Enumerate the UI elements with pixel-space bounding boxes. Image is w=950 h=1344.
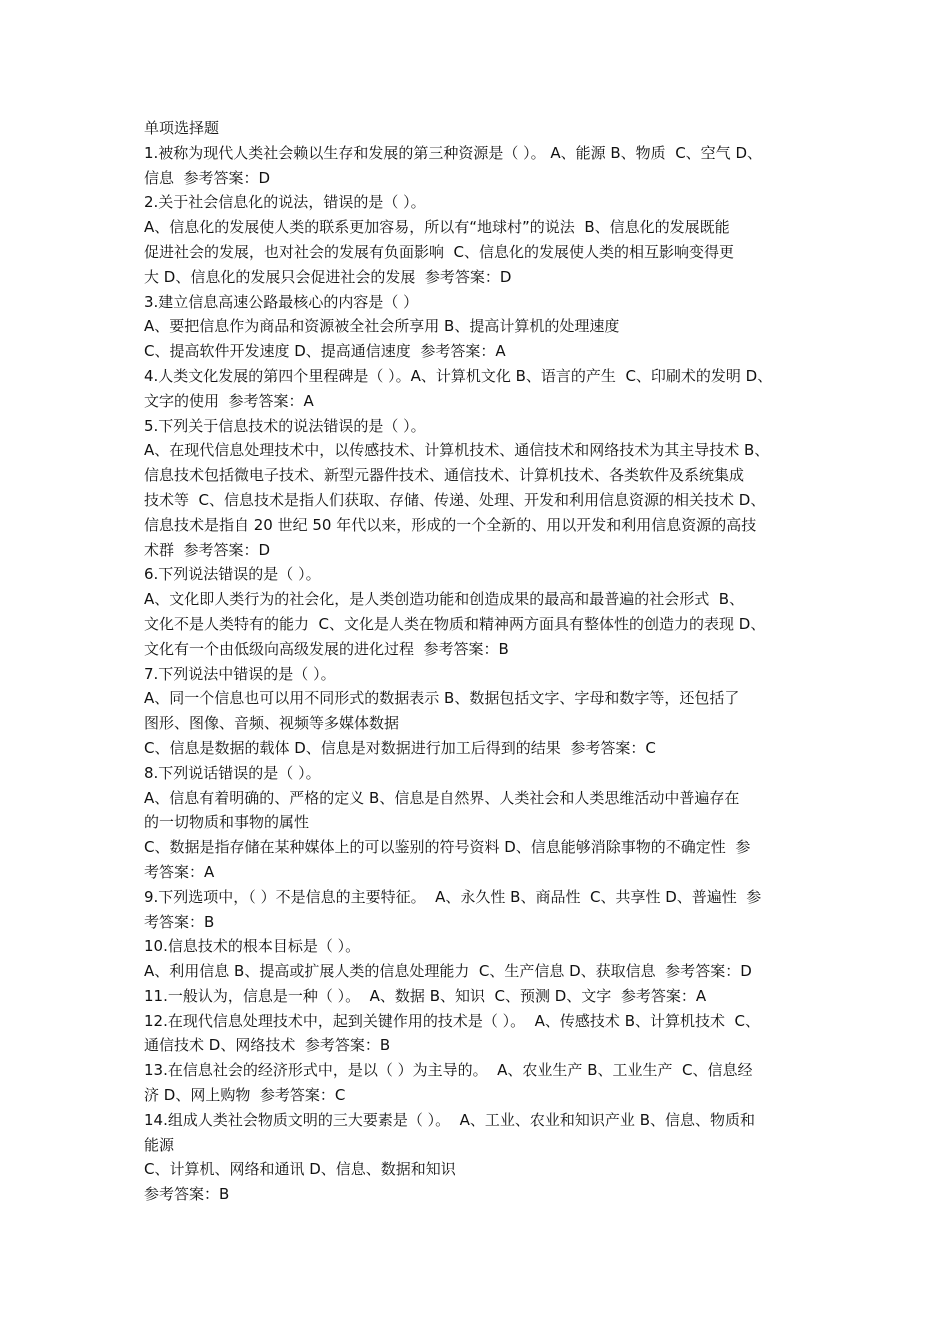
text-line: A、文化即人类行为的社会化，是人类创造功能和创造成果的最高和最普遍的社会形式 B、 xyxy=(144,590,745,609)
text-line: 1.被称为现代人类社会赖以生存和发展的第三种资源是（ ）。 A、能源 B、物质 C、空气 D、 xyxy=(144,143,762,162)
text-line: 4.人类文化发展的第四个里程碑是（ ）。A、计算机文化 B、语言的产生 C、印刷术的发明 D、 xyxy=(144,366,773,385)
section-heading: 单项选择题 xyxy=(144,119,220,137)
text-line: C、数据是指存储在某种媒体上的可以鉴别的符号资料 D、信息能够消除事物的不确定性 参 xyxy=(144,838,751,857)
text-line: 信息技术是指自 20 世纪 50 年代以来，形成的一个全新的、用以开发和利用信息资源的高技 xyxy=(144,515,757,534)
text-line: 信息 参考答案：D xyxy=(144,168,271,187)
text-line: 考答案：B xyxy=(144,912,215,931)
text-line: 文字的使用 参考答案：A xyxy=(144,391,314,410)
text-line: 能源 xyxy=(144,1135,175,1154)
text-line: 7.下列说法中错误的是（ ）。 xyxy=(144,664,336,683)
text-line: 10.信息技术的根本目标是（ ）。 xyxy=(144,937,361,956)
text-line: 的一切物质和事物的属性 xyxy=(144,813,310,832)
text-line: 8.下列说话错误的是（ ）。 xyxy=(144,763,321,782)
text-line: 技术等 C、信息技术是指人们获取、存储、传递、处理、开发和利用信息资源的相关技术 D、 xyxy=(144,490,766,509)
text-line: 济 D、网上购物 参考答案：C xyxy=(144,1086,346,1105)
text-line: 图形、图像、音频、视频等多媒体数据 xyxy=(144,714,400,733)
text-line: C、计算机、网络和通讯 D、信息、数据和知识 xyxy=(144,1160,456,1179)
text-line: 参考答案：B xyxy=(144,1185,230,1204)
text-line: 13.在信息社会的经济形式中，是以（ ）为主导的。 A、农业生产 B、工业生产 C、信息经 xyxy=(144,1061,753,1080)
text-line: 2.关于社会信息化的说法，错误的是（ ）。 xyxy=(144,193,426,212)
text-line: 考答案：A xyxy=(144,862,215,881)
text-line: 文化不是人类特有的能力 C、文化是人类在物质和精神两方面具有整体性的创造力的表现 D、 xyxy=(144,614,766,633)
text-line: 12.在现代信息处理技术中，起到关键作用的技术是（ ）。 A、传感技术 B、计算机技术 C、 xyxy=(144,1011,760,1030)
text-line: 5.下列关于信息技术的说法错误的是（ ）。 xyxy=(144,416,426,435)
text-line: 通信技术 D、网络技术 参考答案：B xyxy=(144,1036,391,1055)
text-line: 信息技术包括微电子技术、新型元器件技术、通信技术、计算机技术、各类软件及系统集成 xyxy=(144,466,745,485)
text-line: 11.一般认为，信息是一种（ ）。 A、数据 B、知识 C、预测 D、文字 参考答案：A xyxy=(144,986,707,1005)
text-line: 3.建立信息高速公路最核心的内容是（ ） xyxy=(144,292,419,311)
text-line: A、同一个信息也可以用不同形式的数据表示 B、数据包括文字、字母和数字等，还包括了 xyxy=(144,689,740,708)
text-line: 14.组成人类社会物质文明的三大要素是（ ）。 A、工业、农业和知识产业 B、信息、物质和 xyxy=(144,1110,755,1129)
text-line: 9.下列选项中，（ ）不是信息的主要特征。 A、永久性 B、商品性 C、共享性 D、普遍性 参 xyxy=(144,887,762,906)
text-line: C、提高软件开发速度 D、提高通信速度 参考答案：A xyxy=(144,342,506,361)
text-line: A、信息化的发展使人类的联系更加容易，所以有“地球村”的说法 B、信息化的发展既能 xyxy=(144,218,730,237)
document-body xyxy=(144,116,814,1207)
text-line: A、利用信息 B、提高或扩展人类的信息处理能力 C、生产信息 D、获取信息 参考答案：D xyxy=(144,962,752,981)
text-line: 6.下列说法错误的是（ ）。 xyxy=(144,565,321,584)
text-line: C、信息是数据的载体 D、信息是对数据进行加工后得到的结果 参考答案：C xyxy=(144,738,656,757)
text-line: 促进社会的发展，也对社会的发展有负面影响 C、信息化的发展使人类的相互影响变得更 xyxy=(144,242,735,261)
text-line: 文化有一个由低级向高级发展的进化过程 参考答案：B xyxy=(144,639,509,658)
text-line: A、在现代信息处理技术中，以传感技术、计算机技术、通信技术和网络技术为其主导技术 B、 xyxy=(144,441,770,460)
text-line: 大 D、信息化的发展只会促进社会的发展 参考答案：D xyxy=(144,267,512,286)
text-line: 术群 参考答案：D xyxy=(144,540,271,559)
text-line: A、要把信息作为商品和资源被全社会所享用 B、提高计算机的处理速度 xyxy=(144,317,620,336)
text-line: A、信息有着明确的、严格的定义 B、信息是自然界、人类社会和人类思维活动中普遍存在 xyxy=(144,788,740,807)
